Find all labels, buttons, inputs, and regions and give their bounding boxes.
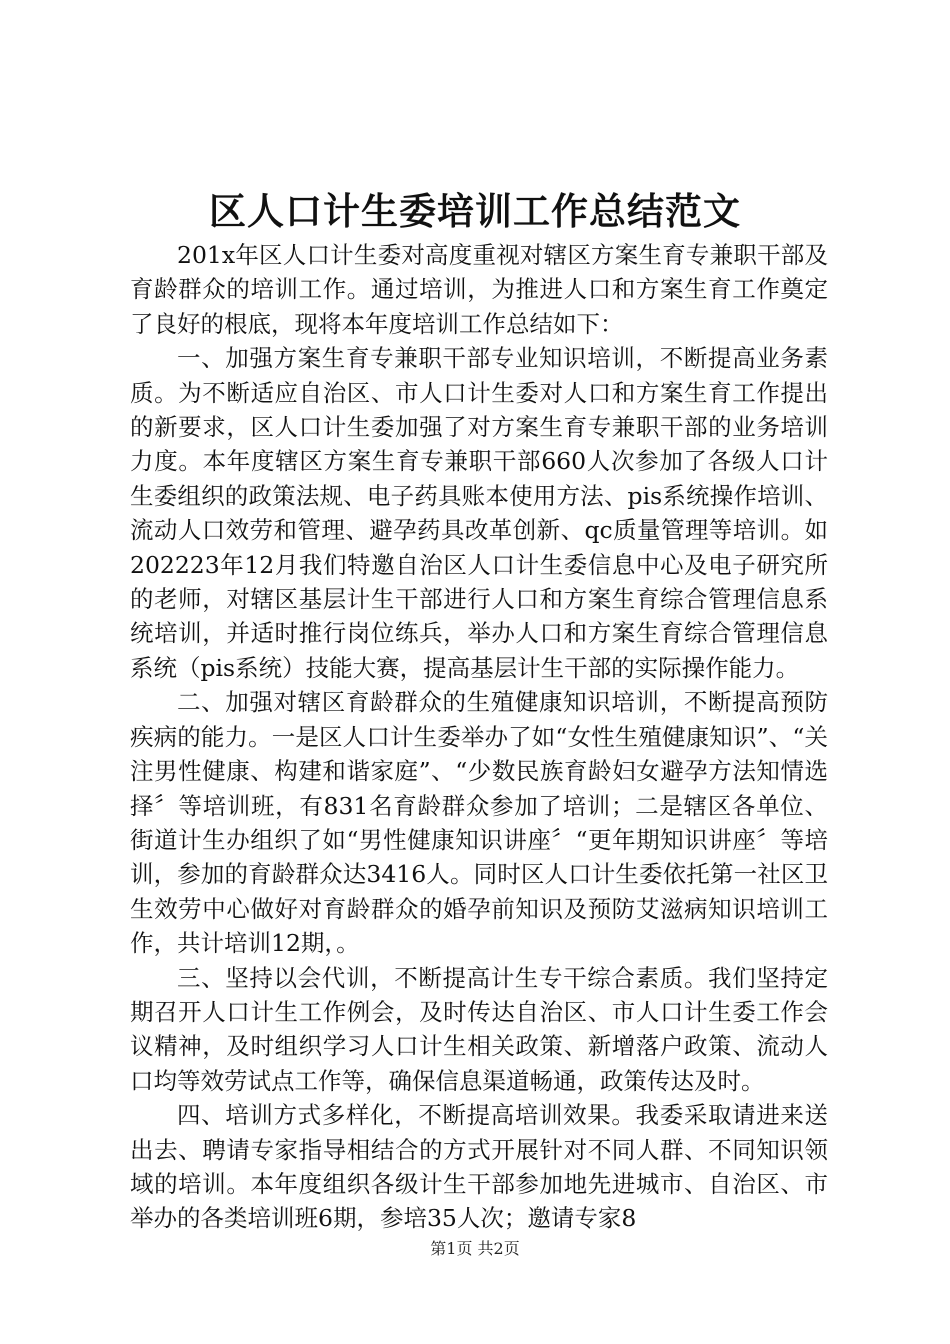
document-body [130, 238, 828, 1236]
document-title: 区人口计生委培训工作总结范文 [209, 189, 741, 233]
paragraph-section-1: 一、加强方案生育专兼职干部专业知识培训，不断提高业务素质。为不断适应自治区、市人口计生委对人口和方案生育工作提出的新要求，区人口计生委加强了对方案生育专兼职干部的业务培训力度。本年度辖区方案生育专兼职干部660人次参加了各级人口计生委组织的政策法规、电子药具账本使用方法、pis系统操作培训、流动人口效劳和管理、避孕药具改革创新、qc质量管理等培训。如202223年12月我们特邀自治区人口计生委信息中心及电子研究所的老师，对辖区基层计生干部进行人口和方案生育综合管理信息系统培训，并适时推行岗位练兵，举办人口和方案生育综合管理信息系统（pis系统）技能大赛，提高基层计生干部的实际操作能力。 [130, 344, 828, 682]
paragraph-section-4: 四、培训方式多样化，不断提高培训效果。我委采取请进来送出去、聘请专家指导相结合的方式开展针对不同人群、不同知识领域的培训。本年度组织各级计生干部参加地先进城市、自治区、市举办的各类培训班6期，参培35人次；邀请专家8 [130, 1101, 828, 1233]
paragraph-section-2: 二、加强对辖区育龄群众的生殖健康知识培训，不断提高预防疾病的能力。一是区人口计生委举办了如“女性生殖健康知识”、“关注男性健康、构建和谐家庭”、“少数民族育龄妇女避孕方法知情选择〞等培训班，有831名育龄群众参加了培训；二是辖区各单位、街道计生办组织了如“男性健康知识讲座〞“更年期知识讲座〞等培训，参加的育龄群众达3416人。同时区人口计生委依托第一社区卫生效劳中心做好对育龄群众的婚孕前知识及预防艾滋病知识培训工作，共计培训12期，。 [130, 688, 828, 958]
page-number-footer: 第1页 共2页 [430, 1239, 520, 1258]
paragraph-section-3: 三、坚持以会代训，不断提高计生专干综合素质。我们坚持定期召开人口计生工作例会，及时传达自治区、市人口计生委工作会议精神，及时组织学习人口计生相关政策、新增落户政策、流动人口均等效劳试点工作等，确保信息渠道畅通，政策传达及时。 [130, 963, 828, 1095]
paragraph-intro: 201x年区人口计生委对高度重视对辖区方案生育专兼职干部及育龄群众的培训工作。通过培训，为推进人口和方案生育工作奠定了良好的根底，现将本年度培训工作总结如下： [130, 241, 828, 338]
